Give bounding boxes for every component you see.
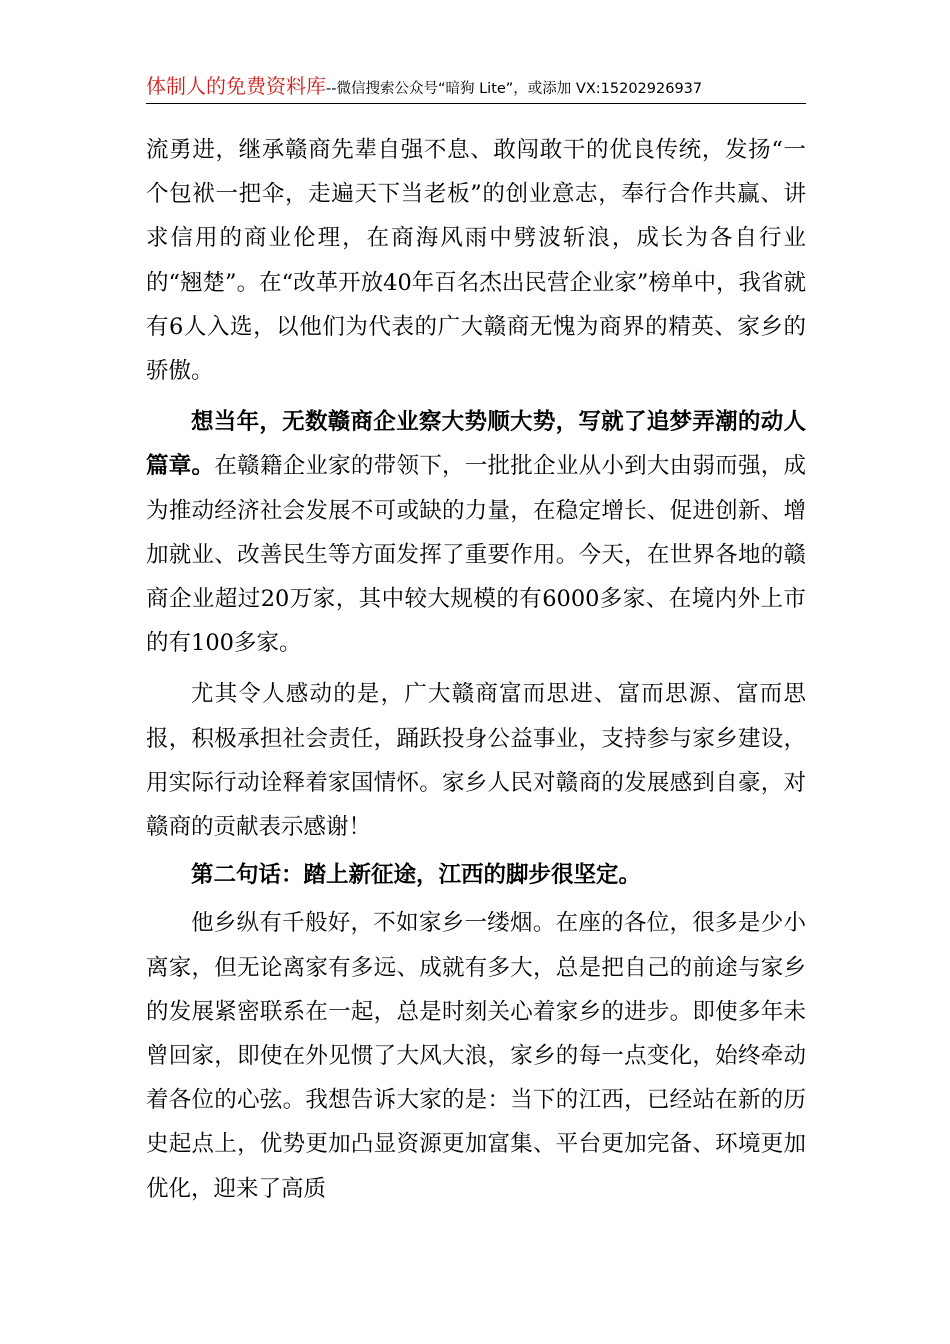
paragraph-3-text: 尤其令人感动的是，广大赣商富而思进、富而思源、富而思报，积极承担社会责任，踊跃投身公益事业，支持参与家乡建设，用实际行动诠释着家国情怀。家乡人民对赣商的发展感到自豪，对赣商的贡献表示感谢！: [146, 681, 806, 841]
header-divider: [146, 103, 806, 104]
paragraph-3: [146, 672, 806, 849]
paragraph-2-text: 在赣籍企业家的带领下，一批批企业从小到大由弱而强，成为推动经济社会发展不可或缺的力量，在稳定增长、促进创新、增加就业、改善民生等方面发挥了重要作用。今天，在世界各地的赣商企业超过20万家，其中较大规模的有6000多家、在境内外上市的有100多家。: [146, 453, 806, 657]
paragraph-1-text: 流勇进，继承赣商先辈自强不息、敢闯敢干的优良传统，发扬“一个包袱一把伞，走遍天下当老板”的创业意志，奉行合作共赢、讲求信用的商业伦理，在商海风雨中劈波斩浪，成长为各自行业的“翘楚”。在“改革开放40年百名杰出民营企业家”榜单中，我省就有6人入选，以他们为代表的广大赣商无愧为商界的精英、家乡的骄傲。: [146, 137, 806, 385]
paragraph-4-text: 他乡纵有千般好，不如家乡一缕烟。在座的各位，很多是少小离家，但无论离家有多远、成就有多大，总是把自己的前途与家乡的发展紧密联系在一起，总是时刻关心着家乡的进步。即使多年未曾回家，即使在外见惯了大风大浪，家乡的每一点变化，始终牵动着各位的心弦。我想告诉大家的是：当下的江西，已经站在新的历史起点上，优势更加凸显资源更加富集、平台更加完备、环境更加优化，迎来了高质: [146, 910, 806, 1202]
section-heading: [146, 853, 806, 897]
document-body: [146, 128, 806, 1211]
page-header: [146, 72, 806, 103]
section-heading-text: 第二句话：踏上新征途，江西的脚步很坚定。: [191, 862, 642, 889]
paragraph-1: [146, 128, 806, 393]
paragraph-2: [146, 400, 806, 665]
header-contact: --微信搜索公众号“暗狗 Lite”，或添加 VX:15202926937: [326, 81, 703, 97]
paragraph-4: [146, 901, 806, 1210]
paragraph-2-heading: 想当年，无数赣商企业察大势顺大势，写就了追梦弄潮的动人篇章。: [146, 409, 806, 480]
header-brand: 体制人的免费资料库: [146, 74, 326, 98]
